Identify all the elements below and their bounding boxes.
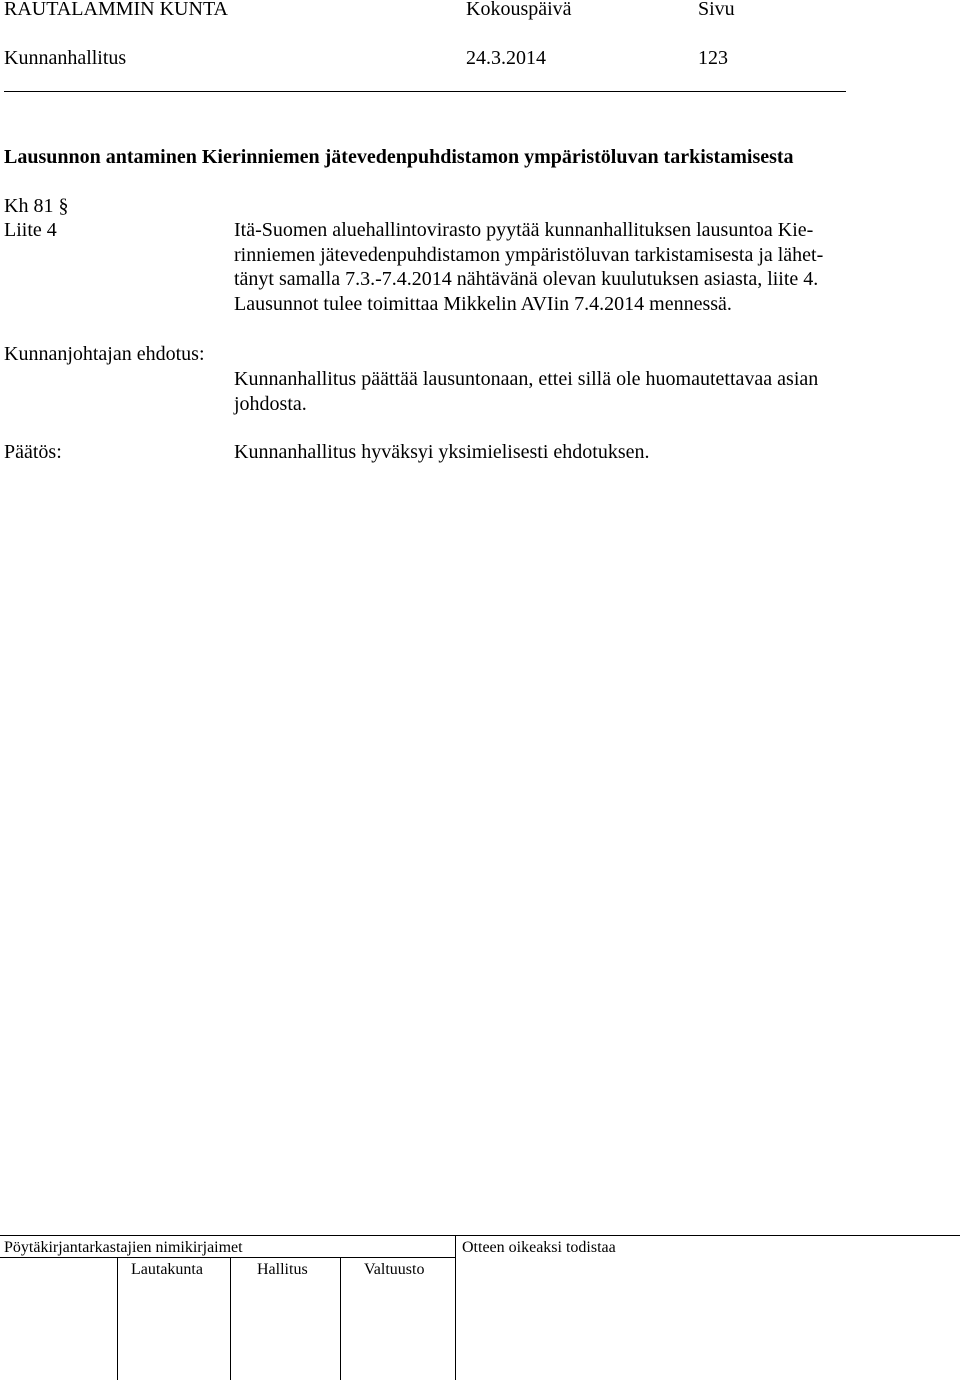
decision-text: Kunnanhallitus hyväksyi yksimielisesti ehdotuksen. <box>234 441 650 463</box>
column-label-hallitus: Hallitus <box>257 1261 308 1278</box>
signatures-header-divider <box>0 1257 455 1258</box>
column-label-valtuusto: Valtuusto <box>364 1261 425 1278</box>
section-number: Kh 81 § <box>4 195 69 217</box>
proposal-label: Kunnanjohtajan ehdotus: <box>4 343 205 365</box>
page-label: Sivu <box>698 0 735 20</box>
page-number: 123 <box>698 47 728 69</box>
governing-body: Kunnanhallitus <box>4 47 127 69</box>
column-divider <box>230 1257 231 1380</box>
header-divider <box>4 91 846 92</box>
column-divider <box>117 1257 118 1380</box>
attachment-label: Liite 4 <box>4 219 57 241</box>
proposal-line: johdosta. <box>234 392 307 415</box>
proposal-line: Kunnanhallitus päättää lausuntonaan, ettei sillä ole huomautettavaa asian <box>234 368 819 390</box>
section-title: Lausunnon antaminen Kierinniemen jätevedenpuhdistamon ympäristöluvan tarkistamisesta <box>4 146 794 168</box>
decision-label: Päätös: <box>4 441 62 463</box>
decision-paragraph <box>234 440 874 465</box>
footer-vertical-divider <box>455 1235 456 1380</box>
intro-paragraph <box>234 218 874 316</box>
signatures-title: Pöytäkirjantarkastajien nimikirjaimet <box>4 1239 243 1256</box>
meeting-date-label: Kokouspäivä <box>466 0 572 20</box>
column-divider <box>340 1257 341 1380</box>
intro-line: tänyt samalla 7.3.-7.4.2014 nähtävänä olevan kuulutuksen asiasta, liite 4. <box>234 268 819 290</box>
copy-certified-label: Otteen oikeaksi todistaa <box>462 1239 616 1256</box>
column-label-lautakunta: Lautakunta <box>131 1261 203 1278</box>
proposal-paragraph <box>234 367 874 416</box>
intro-line: Lausunnot tulee toimittaa Mikkelin AVIin 7.4.2014 mennessä. <box>234 292 732 315</box>
organization-name: RAUTALAMMIN KUNTA <box>4 0 229 20</box>
footer-top-divider <box>0 1235 960 1236</box>
signature-footer <box>0 1235 960 1380</box>
intro-line: rinniemen jätevedenpuhdistamon ympäristöluvan tarkistamisesta ja lähet- <box>234 243 824 266</box>
meeting-date: 24.3.2014 <box>466 47 546 69</box>
intro-line: Itä-Suomen aluehallintovirasto pyytää kunnanhallituksen lausuntoa Kie- <box>234 219 814 241</box>
